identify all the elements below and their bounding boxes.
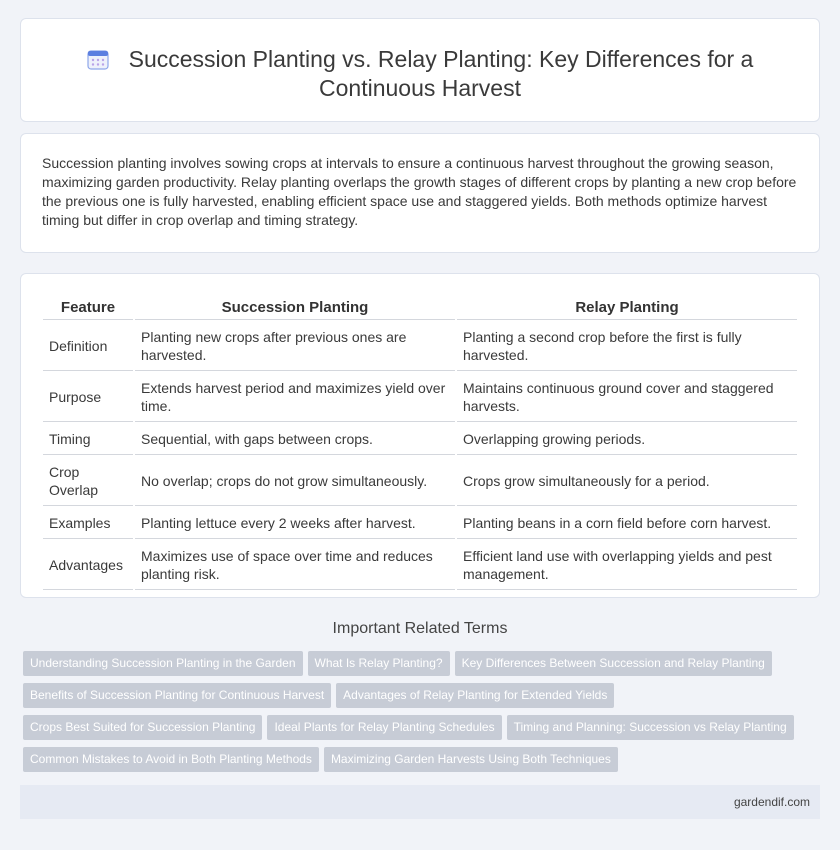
feature-cell: Timing [43,424,133,455]
header-succession: Succession Planting [135,296,455,320]
table-row [43,373,797,422]
comparison-card [20,273,820,598]
related-term-link[interactable]: What Is Relay Planting? [308,651,450,676]
succession-cell: Extends harvest period and maximizes yield over time. [135,373,455,422]
intro-paragraph: Succession planting involves sowing crops at intervals to ensure a continuous harvest throughout the growing season, maximizing garden productivity. Relay planting overlaps the growth stages of different crops by planting a new crop before the previous one is fully harvested, enabling efficient space use and staggered yields. Both methods optimize harvest timing but differ in crop overlap and timing strategy. [42,155,797,228]
related-terms-list [23,651,813,779]
related-term-link[interactable]: Advantages of Relay Planting for Extended Yields [336,683,614,708]
header-relay: Relay Planting [457,296,797,320]
relay-cell: Planting beans in a corn field before corn harvest. [457,508,797,539]
related-term-link[interactable]: Benefits of Succession Planting for Continuous Harvest [23,683,331,708]
relay-cell: Planting a second crop before the first is fully harvested. [457,322,797,371]
intro-card [20,133,820,253]
header-card [20,18,820,122]
related-terms-heading: Important Related Terms [332,620,508,637]
table-row [43,322,797,371]
related-term-link[interactable]: Timing and Planning: Succession vs Relay Planting [507,715,794,740]
relay-cell: Maintains continuous ground cover and staggered harvests. [457,373,797,422]
table-row [43,457,797,506]
table-row [43,424,797,455]
table-row [43,508,797,539]
related-term-link[interactable]: Ideal Plants for Relay Planting Schedules [267,715,501,740]
feature-cell: Definition [43,322,133,371]
succession-cell: Planting new crops after previous ones are harvested. [135,322,455,371]
relay-cell: Overlapping growing periods. [457,424,797,455]
comparison-table [41,294,799,592]
title-wrap [21,45,819,103]
tag-row [23,651,813,683]
related-term-link[interactable]: Understanding Succession Planting in the Garden [23,651,303,676]
footer-site-link[interactable]: gardendif.com [733,795,810,809]
feature-cell: Examples [43,508,133,539]
succession-cell: Maximizes use of space over time and reduces planting risk. [135,541,455,590]
tag-row [23,715,813,747]
feature-cell: Advantages [43,541,133,590]
header-feature: Feature [43,296,133,320]
tag-row [23,747,813,779]
succession-cell: Planting lettuce every 2 weeks after harvest. [135,508,455,539]
related-term-link[interactable]: Common Mistakes to Avoid in Both Planting Methods [23,747,319,772]
related-term-link[interactable]: Crops Best Suited for Succession Planting [23,715,262,740]
succession-cell: Sequential, with gaps between crops. [135,424,455,455]
page-title-text: Succession Planting vs. Relay Planting: Key Differences for a Continuous Harvest [128,46,754,101]
feature-cell: Purpose [43,373,133,422]
calendar-icon [87,48,109,70]
related-term-link[interactable]: Key Differences Between Succession and Relay Planting [455,651,772,676]
relay-cell: Crops grow simultaneously for a period. [457,457,797,506]
tag-row [23,683,813,715]
page-title [21,45,819,103]
feature-cell: Crop Overlap [43,457,133,506]
table-row [43,541,797,590]
table-header-row [43,296,797,320]
relay-cell: Efficient land use with overlapping yields and pest management. [457,541,797,590]
footer [20,785,820,819]
related-term-link[interactable]: Maximizing Garden Harvests Using Both Techniques [324,747,618,772]
succession-cell: No overlap; crops do not grow simultaneously. [135,457,455,506]
